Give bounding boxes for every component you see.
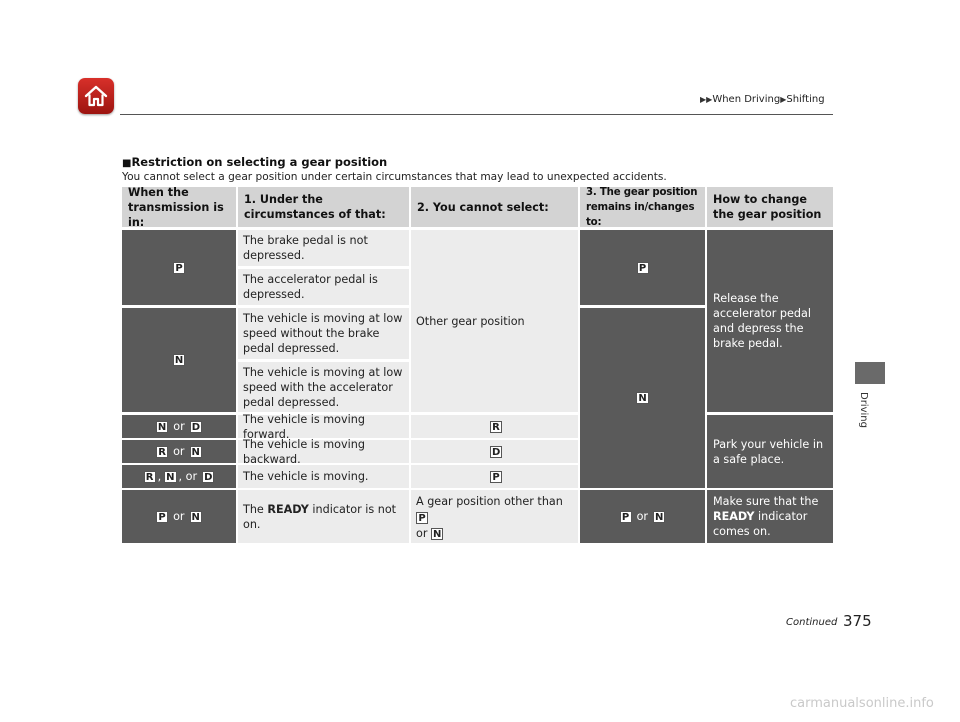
when-in-r-n-or-d — [122, 465, 236, 488]
ready-word: READY — [713, 510, 755, 523]
gear-d-icon: D — [204, 471, 213, 483]
gear-p-icon: P — [416, 512, 428, 524]
triangle-right-icon: ▶ — [780, 95, 787, 104]
section-title-text: Restriction on selecting a gear position — [131, 155, 388, 169]
gear-n-icon: N — [191, 511, 200, 523]
ready-prefix-text: The — [243, 502, 268, 516]
home-icon — [83, 83, 109, 109]
header-when-in: When the transmission is in: — [122, 187, 236, 227]
gear-n-icon: N — [166, 471, 175, 483]
circ-ready-not-on — [238, 490, 409, 543]
header-circumstances: 1. Under the circumstances of that: — [238, 187, 409, 227]
gear-p-icon: P — [637, 262, 649, 274]
when-in-n — [122, 308, 236, 412]
gear-n-icon: N — [157, 421, 167, 433]
gear-r-icon: R — [490, 421, 502, 433]
circ-accel-depressed: The accelerator pedal is depressed. — [238, 269, 409, 305]
section-title — [122, 155, 387, 169]
cannot-select-d — [411, 440, 578, 463]
gear-r-icon: R — [156, 446, 168, 458]
ready-suffix-text: indicator comes on. — [713, 510, 808, 538]
or-text: or — [416, 527, 428, 540]
circ-low-speed-accel: The vehicle is moving at low speed with the accelerator pedal depressed. — [238, 362, 409, 412]
breadcrumb-item-shifting[interactable]: Shifting — [786, 94, 825, 105]
action-release-accelerator: Release the accelerator pedal and depress the brake pedal. — [707, 230, 833, 412]
gear-p-icon: P — [490, 471, 502, 483]
continued-label: Continued — [786, 617, 838, 628]
section-description: You cannot select a gear position under certain circumstances that may lead to unexpected accidents. — [122, 171, 667, 183]
side-tab-label: Driving — [858, 392, 869, 428]
circ-brake-not-depressed: The brake pedal is not depressed. — [238, 230, 409, 266]
cannot-select-r — [411, 415, 578, 438]
remains-n — [580, 308, 705, 488]
circ-moving: The vehicle is moving. — [238, 465, 409, 488]
page-number: 375 — [843, 612, 872, 630]
or-text: or — [173, 510, 185, 523]
circ-moving-backward: The vehicle is moving backward. — [238, 440, 409, 463]
when-in-p — [122, 230, 236, 305]
gear-n-icon: N — [638, 393, 647, 404]
gear-p-icon: P — [156, 511, 168, 523]
when-in-n-or-d — [122, 415, 236, 438]
gear-n-icon: N — [191, 446, 200, 458]
watermark: carmanualsonline.info — [790, 696, 934, 711]
header-how-to-change: How to change the gear position — [707, 187, 833, 227]
ready-suffix-text: indicator is not on. — [243, 502, 397, 531]
breadcrumb-item-when-driving[interactable]: When Driving — [712, 94, 781, 105]
or-text: or — [636, 510, 649, 523]
double-triangle-right-icon: ▶▶ — [700, 95, 713, 104]
or-text: or — [173, 420, 185, 433]
remains-p-or-n — [580, 490, 705, 543]
home-button[interactable] — [78, 78, 114, 114]
other-than-text: A gear position other than — [416, 495, 563, 508]
cannot-select-other-than-p-or-n — [411, 490, 578, 543]
gear-n-icon: N — [174, 355, 184, 366]
header-cannot-select: 2. You cannot select: — [411, 187, 578, 227]
ready-word: READY — [267, 502, 309, 516]
cannot-select-other-gear: Other gear position — [411, 230, 578, 412]
action-ready-on — [707, 490, 833, 543]
comma-text: , — [157, 470, 162, 483]
circ-moving-forward: The vehicle is moving forward. — [238, 415, 409, 438]
when-in-p-or-n — [122, 490, 236, 543]
circ-low-speed-no-brake: The vehicle is moving at low speed without the brake pedal depressed. — [238, 308, 409, 359]
header-remains-in: 3. The gear position remains in/changes to: — [580, 187, 705, 227]
gear-d-icon: D — [492, 446, 501, 458]
when-in-r-or-n — [122, 440, 236, 463]
cannot-select-p — [411, 465, 578, 488]
gear-r-icon: R — [144, 471, 156, 483]
or-text: or — [173, 445, 185, 458]
gear-n-icon: N — [655, 511, 664, 523]
ready-prefix-text: Make sure that the — [713, 495, 819, 508]
action-park-safe: Park your vehicle in a safe place. — [707, 415, 833, 488]
side-tab-marker[interactable] — [855, 362, 885, 384]
gear-n-icon: N — [433, 529, 442, 540]
square-bullet-icon: ■ — [122, 158, 132, 169]
or-text: , or — [178, 470, 198, 483]
header-rule — [120, 114, 833, 115]
gear-d-icon: D — [191, 421, 201, 433]
breadcrumb — [700, 94, 825, 105]
remains-p — [580, 230, 705, 305]
gear-p-icon: P — [620, 511, 632, 523]
gear-p-icon: P — [173, 262, 185, 274]
